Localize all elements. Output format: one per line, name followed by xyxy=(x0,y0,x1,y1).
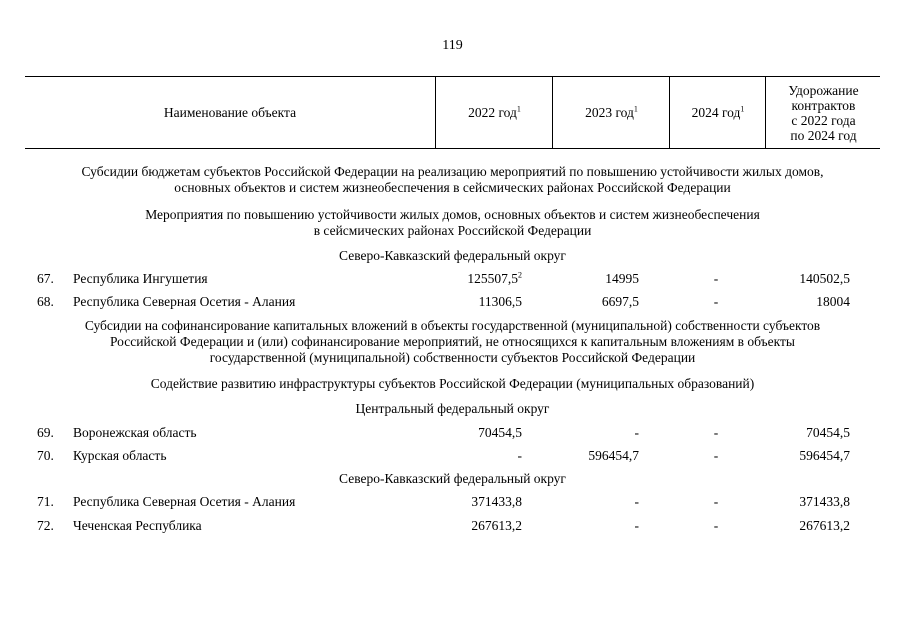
section-title-seismic: Субсидии бюджетам субъектов Российской Федерации на реализацию мероприятий по повышению устойчивости жилых домов, основных объектов и систем жизнеобеспечения в сейсмических районах Российской Федерации xyxy=(81,164,824,195)
row-name: Курская область xyxy=(73,448,167,463)
table-row xyxy=(0,447,905,465)
subsection-title-seismic: Мероприятия по повышению устойчивости жилых домов, основных объектов и систем жизнеобеспечения в сейсмических районах Российской Федерации xyxy=(145,207,760,238)
row-value-2022: 11306,5 xyxy=(478,294,522,309)
row-number: 68. xyxy=(37,294,54,309)
row-value-2022: 371433,8 xyxy=(471,494,522,509)
row-value-2023: - xyxy=(634,425,639,440)
header-2022: 2022 год$^1$ xyxy=(435,77,553,148)
row-number: 72. xyxy=(37,518,54,533)
row-value-2024: - xyxy=(713,271,719,286)
row-name: Чеченская Республика xyxy=(73,518,202,533)
row-name: Республика Северная Осетия - Алания xyxy=(73,494,296,509)
row-number: 69. xyxy=(37,425,54,440)
table-header xyxy=(25,76,880,149)
page-number: 119 xyxy=(442,38,463,53)
table-row xyxy=(0,424,905,442)
row-number: 70. xyxy=(37,448,54,463)
row-value-2023: 6697,5 xyxy=(601,294,639,309)
row-value-2023: 596454,7 xyxy=(588,448,639,463)
row-name: Воронежская область xyxy=(73,425,197,440)
header-2024: 2024 год$^1$ xyxy=(669,77,766,148)
row-value-2023: - xyxy=(634,518,639,533)
row-value-increase: 267613,2 xyxy=(799,518,850,533)
row-name: Республика Ингушетия xyxy=(73,271,208,286)
row-value-2024: - xyxy=(713,294,719,309)
table-row xyxy=(0,517,905,535)
header-2023: 2023 год$^1$ xyxy=(552,77,670,148)
row-number: 67. xyxy=(37,271,54,286)
row-number: 71. xyxy=(37,494,54,509)
row-name: Республика Северная Осетия - Алания xyxy=(73,294,296,309)
row-value-2024: - xyxy=(713,518,719,533)
row-value-2022: 70454,5 xyxy=(478,425,522,440)
header-increase: Удорожание контрактов с 2022 года по 2024 год xyxy=(765,77,881,148)
subsection-title-infrastructure: Содействие развитию инфраструктуры субъектов Российской Федерации (муниципальных образований) xyxy=(150,376,755,391)
section-title-capital: Субсидии на софинансирование капитальных вложений в объекты государственной (муниципальной) собственности субъектов Российской Федерации и (или) софинансирование мероприятий, не относящихся к капитальным вложениям в объекты государственной (муниципальной) собственности субъектов Российской Федерации xyxy=(84,318,821,365)
header-name: Наименование объекта xyxy=(163,105,297,120)
district-heading: Центральный федеральный округ xyxy=(355,401,550,416)
row-value-2024: - xyxy=(713,425,719,440)
district-heading: Северо-Кавказский федеральный округ xyxy=(339,471,566,486)
row-value-2024: - xyxy=(713,494,719,509)
row-value-2024: - xyxy=(713,448,719,463)
row-value-2023: 14995 xyxy=(605,271,639,286)
row-value-2022: 125507,5$^2$ xyxy=(467,270,522,286)
table-row xyxy=(0,270,905,288)
row-value-increase: 371433,8 xyxy=(799,494,850,509)
row-value-increase: 140502,5 xyxy=(799,271,850,286)
table-row xyxy=(0,293,905,311)
table-row xyxy=(0,493,905,511)
row-value-2023: - xyxy=(634,494,639,509)
district-heading: Северо-Кавказский федеральный округ xyxy=(339,248,566,263)
row-value-2022: - xyxy=(517,448,522,463)
row-value-2022: 267613,2 xyxy=(471,518,522,533)
row-value-increase: 596454,7 xyxy=(799,448,850,463)
row-value-increase: 18004 xyxy=(816,294,850,309)
row-value-increase: 70454,5 xyxy=(806,425,850,440)
